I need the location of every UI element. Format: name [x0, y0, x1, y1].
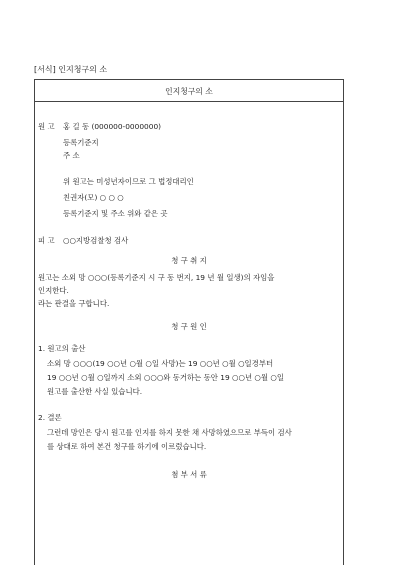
guardian-address: 등록기준지 및 주소 위와 같은 곳 [63, 209, 168, 218]
form-label: [서식] 인지청구의 소 [34, 65, 108, 74]
section1-line-3: 원고를 출산한 사실 있습니다. [47, 387, 143, 396]
section1-line-2: 19 ○○년 ○월 ○일까지 소외 ○○○와 동거하는 동안 19 ○○년 ○월 ○일 [47, 373, 284, 382]
claim-line-2: 인지한다. [38, 286, 69, 295]
claim-heading: 청 구 취 지 [171, 256, 207, 265]
section2-title: 2. 결론 [38, 413, 62, 422]
plaintiff-name: 홍 길 동 (000000-0000000) [63, 122, 162, 131]
plaintiff-address: 주 소 [63, 151, 80, 160]
defendant-label: 피 고 [38, 236, 55, 245]
plaintiff-registry: 등록기준지 [63, 138, 99, 147]
document-box [34, 79, 344, 565]
document-title: 인지청구의 소 [165, 87, 213, 96]
minor-note: 위 원고는 미성년자이므로 그 법정대리인 [63, 177, 194, 186]
defendant-name: ○○지방검찰청 검사 [63, 236, 129, 245]
cause-heading: 청 구 원 인 [171, 322, 207, 331]
claim-line-3: 라는 판결을 구합니다. [38, 299, 110, 308]
plaintiff-label: 원 고 [38, 122, 55, 131]
claim-line-1: 원고는 소외 망 ○○○(등록기준지 시 구 동 번지, 19 년 월 일생)의 자임을 [38, 273, 275, 282]
section1-title: 1. 원고의 출산 [38, 344, 86, 353]
section2-line-1: 그런데 망인은 당시 원고를 인지를 하지 못한 채 사망하였으므로 부득이 검사 [47, 428, 292, 437]
guardian: 친권자(모) ○ ○ ○ [63, 193, 124, 202]
section2-line-2: 를 상대로 하여 본건 청구를 하기에 이르렀습니다. [47, 442, 207, 451]
title-divider [35, 101, 343, 102]
section1-line-1: 소외 망 ○○○(19 ○○년 ○월 ○일 사망)는 19 ○○년 ○월 ○일경부터 [47, 359, 274, 368]
attachments-heading: 첨 부 서 류 [171, 470, 207, 479]
